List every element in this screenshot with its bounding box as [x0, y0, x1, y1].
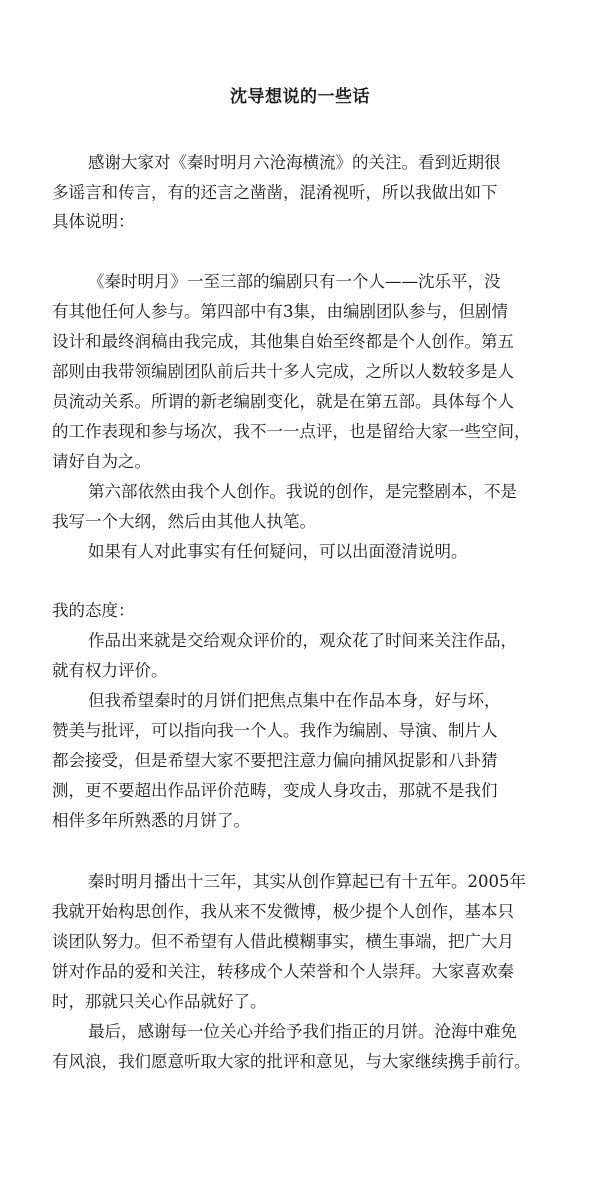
text-line: 但我希望秦时的月饼们把焦点集中在作品本身，好与坏， [88, 691, 501, 710]
text-line: 最后，感谢每一位关心并给予我们指正的月饼。沧海中难免 [88, 1022, 517, 1041]
text-line: 赞美与批评，可以指向我一个人。我作为编剧、导演、制片人 [52, 721, 498, 740]
text-line: 有风浪，我们愿意听取大家的批评和意见，与大家继续携手前行。 [52, 1052, 531, 1071]
text-line: 员流动关系。所谓的新老编剧变化，就是在第五部。具体每个人 [52, 392, 514, 411]
text-line: 感谢大家对《秦时明月六沧海横流》的关注。看到近期很 [88, 153, 501, 172]
text-line: 谈团队努力。但不希望有人借此模糊事实，横生事端，把广大月 [52, 932, 514, 951]
text-line: 具体说明： [52, 212, 135, 231]
text-line: 如果有人对此事实有任何疑问，可以出面澄清说明。 [88, 542, 468, 561]
text-line: 我写一个大纲，然后由其他人执笔。 [52, 512, 316, 531]
text-line: 多谣言和传言，有的还言之凿凿，混淆视听，所以我做出如下 [52, 183, 498, 202]
page-title: 沈导想说的一些话 [230, 87, 370, 107]
text-line: 我就开始构思创作，我从来不发微博，极少提个人创作，基本只 [52, 902, 514, 921]
text-line: 请好自为之。 [52, 452, 151, 471]
text-line: 相伴多年所熟悉的月饼了。 [52, 811, 250, 830]
text-line: 都会接受，但是希望大家不要把注意力偏向捕风捉影和八卦猜 [52, 751, 498, 770]
text-line: 饼对作品的爱和关注，转移成个人荣誉和个人崇拜。大家喜欢秦 [52, 962, 514, 981]
text-line: 秦时明月播出十三年，其实从创作算起已有十五年。2005年 [88, 872, 526, 891]
text-line: 就有权力评价。 [52, 661, 168, 680]
text-line: 时，那就只关心作品就好了。 [52, 992, 267, 1011]
text-line: 《秦时明月》一至三部的编剧只有一个人——沈乐平，没 [88, 272, 501, 291]
text-line: 测，更不要超出作品评价范畴，变成人身攻击，那就不是我们 [52, 781, 498, 800]
text-line: 设计和最终润稿由我完成，其他集自始至终都是个人创作。第五 [52, 332, 514, 351]
text-line: 有其他任何人参与。第四部中有3集，由编剧团队参与，但剧情 [52, 302, 508, 321]
text-line: 我的态度： [52, 601, 135, 620]
text-line: 作品出来就是交给观众评价的，观众花了时间来关注作品， [88, 631, 517, 650]
text-line: 的工作表现和参与场次，我不一一点评，也是留给大家一些空间， [52, 422, 531, 441]
text-line: 第六部依然由我个人创作。我说的创作，是完整剧本，不是 [88, 482, 517, 501]
text-line: 部则由我带领编剧团队前后共十多人完成，之所以人数较多是人 [52, 362, 514, 381]
